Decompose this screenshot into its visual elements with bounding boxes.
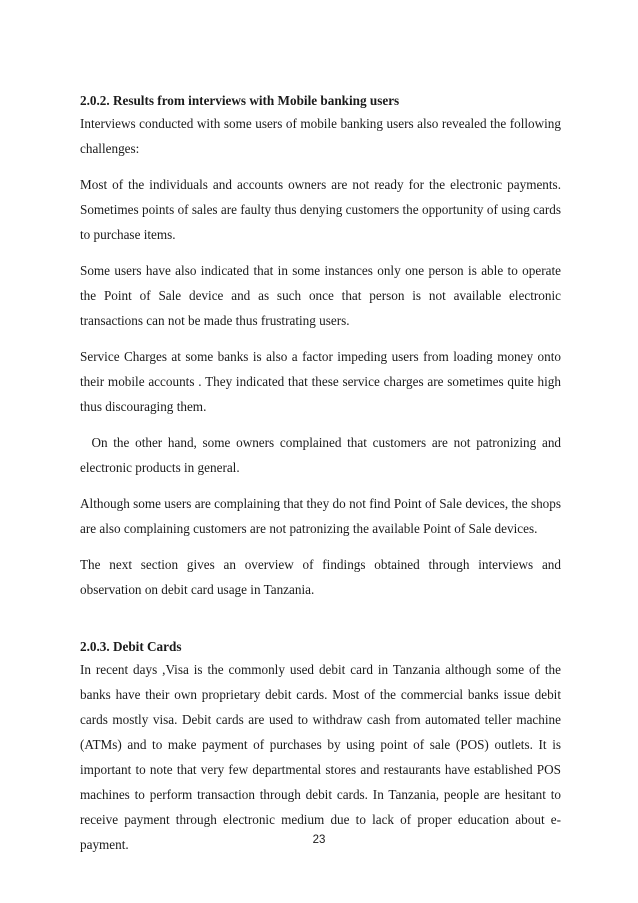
section-heading-mobile-banking-results: 2.0.2. Results from interviews with Mobile banking users (80, 93, 400, 108)
paragraph-interviews-intro: Interviews conducted with some users of mobile banking users also revealed the following challenges: (80, 116, 561, 156)
section-heading-debit-cards: 2.0.3. Debit Cards (80, 639, 182, 654)
paragraph-debit-cards: In recent days ,Visa is the commonly used debit card in Tanzania although some of the banks have their own proprietary debit cards. Most of the commercial banks issue debit cards mostly visa. Debit cards are used to withdraw cash from automated teller machine (ATMs) and to make payment of purchases by using point of sale (POS) outlets. It is important to note that very few departmental stores and restaurants have established POS machines to perform transaction through debit cards. In Tanzania, people are hesitant to receive payment through electronic medium due to lack of proper education about e-payment. (80, 662, 561, 852)
paragraph-one-operator: Some users have also indicated that in some instances only one person is able to operate the Point of Sale device and as such once that person is not available electronic transactions can not be made thus frustrating users. (80, 263, 561, 328)
paragraph-owners-complaint: On the other hand, some owners complained that customers are not patronizing and electronic products in general. (80, 435, 565, 475)
page-number: 23 (312, 834, 326, 846)
paragraph-service-charges: Service Charges at some banks is also a factor impeding users from loading money onto their mobile accounts . They indicated that these service charges are sometimes quite high thus discouraging them. (80, 349, 561, 414)
paragraph-not-ready: Most of the individuals and accounts owners are not ready for the electronic payments. Sometimes points of sales are faulty thus denying customers the opportunity of using cards to purchase items. (80, 177, 561, 242)
paragraph-pos-complaints: Although some users are complaining that they do not find Point of Sale devices, the shops are also complaining customers are not patronizing the available Point of Sale devices. (80, 496, 561, 536)
paragraph-next-section: The next section gives an overview of findings obtained through interviews and observation on debit card usage in Tanzania. (80, 557, 561, 597)
section-spacer (80, 613, 561, 637)
page-content (80, 91, 565, 868)
